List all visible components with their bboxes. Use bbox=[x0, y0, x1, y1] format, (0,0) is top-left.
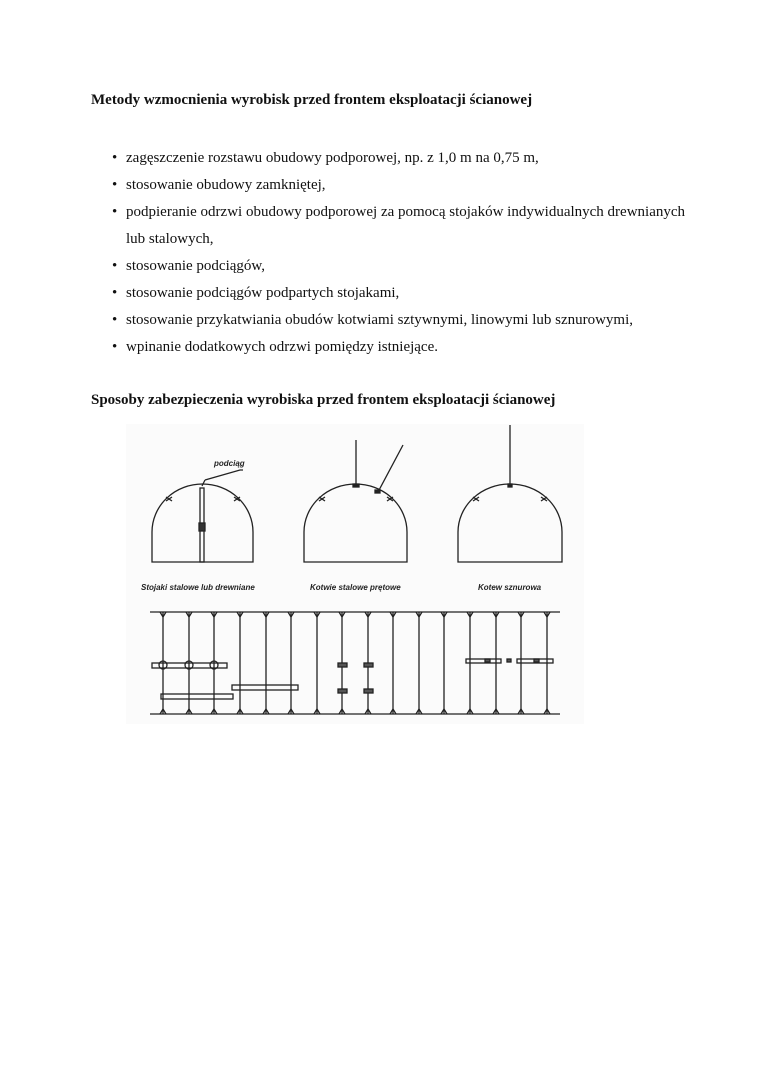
section-heading-methods: Metody wzmocnienia wyrobisk przed frontem eksploatacji ścianowej bbox=[91, 92, 533, 108]
list-item: • wpinanie dodatkowych odrzwi pomiędzy istniejące. bbox=[91, 334, 691, 361]
list-item: • zagęszczenie rozstawu obudowy podporowej, np. z 1,0 m na 0,75 m, bbox=[91, 145, 691, 172]
list-item: • stosowanie podciągów podpartych stojakami, bbox=[91, 280, 691, 307]
list-item: • podpieranie odrzwi obudowy podporowej za pomocą stojaków indywidualnych drewnianych lub stalowych, bbox=[91, 199, 691, 253]
list-item: • stosowanie obudowy zamkniętej, bbox=[91, 172, 691, 199]
callout-label: podciąg bbox=[214, 459, 245, 468]
figure-label-rod-anchors: Kotwie stalowe prętowe bbox=[310, 583, 401, 592]
figure-label-cable-anchor: Kotew sznurowa bbox=[478, 583, 542, 592]
figure-label-props: Stojaki stalowe lub drewniane bbox=[141, 583, 255, 592]
list-item: • stosowanie przykatwiania obudów kotwiami sztywnymi, linowymi lub sznurowymi, bbox=[91, 307, 691, 334]
section-heading-methods-protection: Sposoby zabezpieczenia wyrobiska przed frontem eksploatacji ścianowej bbox=[91, 392, 556, 408]
list-item: • stosowanie podciągów, bbox=[91, 253, 691, 280]
